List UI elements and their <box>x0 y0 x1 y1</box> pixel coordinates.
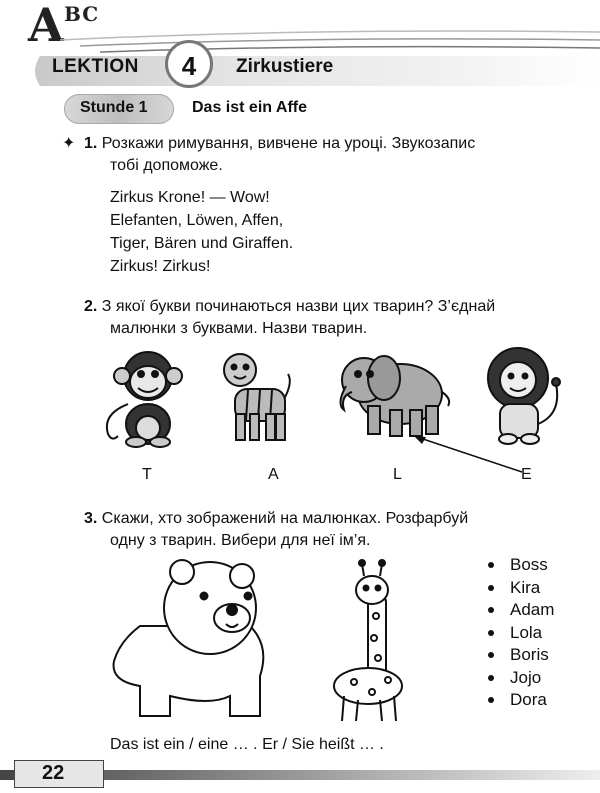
task2-instruction <box>84 296 594 340</box>
logo-letter-a: A <box>28 0 62 52</box>
tiger-illustration <box>224 354 290 440</box>
task1-number: 1. <box>84 135 98 152</box>
header-swoosh-lines <box>60 10 600 54</box>
lektion-label: LEKTION <box>52 56 139 77</box>
poem-line: Tiger, Bären und Giraffen. <box>110 235 294 252</box>
name-option: Boris <box>488 644 554 667</box>
task1-line2: тобі допоможе. <box>110 157 223 174</box>
name-option: Kira <box>488 577 554 600</box>
task2-number: 2. <box>84 298 98 315</box>
rhyme-poem <box>110 186 293 278</box>
lesson-number: 4 <box>165 40 213 88</box>
task3-line1: Скажи, хто зображений на малюнках. Розфарбуй <box>101 510 469 527</box>
page-number: 22 <box>42 762 65 784</box>
logo-letters-bc: BC <box>64 2 100 26</box>
stunde-label: Stunde 1 <box>80 99 148 116</box>
star-marker-icon: ✦ <box>62 135 76 152</box>
name-option: Jojo <box>488 667 554 690</box>
letter-e: E <box>521 466 532 483</box>
poem-line: Zirkus Krone! — Wow! <box>110 189 270 206</box>
stunde-title: Das ist ein Affe <box>192 99 307 116</box>
task1-instruction <box>84 133 594 177</box>
task3-line2: одну з тварин. Вибери для неї ім’я. <box>110 532 371 549</box>
name-option: Lola <box>488 622 554 645</box>
name-options-list <box>488 554 554 712</box>
poem-line: Zirkus! Zirkus! <box>110 258 211 275</box>
letter-t: T <box>142 466 152 483</box>
coloring-pictures <box>100 556 440 726</box>
answer-sentence-template: Das ist ein / eine … . Er / Sie heißt … . <box>110 736 384 753</box>
name-option: Boss <box>488 554 554 577</box>
task2-line2: малюнки з буквами. Назви тварин. <box>110 320 368 337</box>
task3-number: 3. <box>84 510 98 527</box>
letter-l: L <box>393 466 402 483</box>
monkey-illustration <box>107 352 182 447</box>
name-option: Adam <box>488 599 554 622</box>
task1-line1: Розкажи римування, вивчене на уроці. Звукозапис <box>101 135 476 152</box>
task3-instruction <box>84 508 594 552</box>
giraffe-illustration <box>334 560 402 721</box>
bear-illustration <box>114 560 264 716</box>
name-option: Dora <box>488 689 554 712</box>
letter-a: A <box>268 466 279 483</box>
matching-arrow <box>400 428 540 478</box>
lesson-topic: Zirkustiere <box>236 56 334 77</box>
poem-line: Elefanten, Löwen, Affen, <box>110 212 284 229</box>
task2-line1: З якої букви починаються назви цих тварин? З’єднай <box>101 298 496 315</box>
elephant-illustration <box>340 356 449 436</box>
